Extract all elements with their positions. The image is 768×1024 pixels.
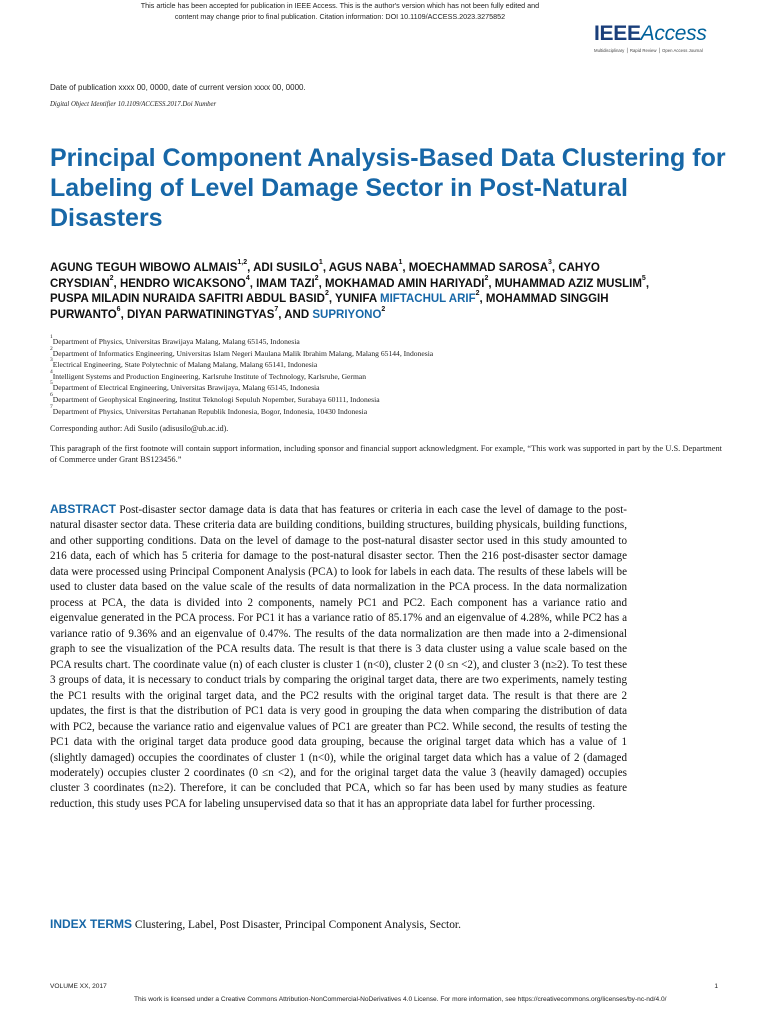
author-list: AGUNG TEGUH WIBOWO ALMAIS$^{1,2}$, ADI SUSILO$^1$, AGUS NABA$^1$, MOECHAMMAD SAROSA$^3$, CAHYO CRYSDIAN$^2$, HENDRO WICAKSONO$^4$, IMAM TAZI$^2$, MOKHAMAD AMIN HARIYADI$^2$, MUHAMMAD AZIZ MUSLIM$^5$, PUSPA MILADIN NURAIDA SAFITRI ABDUL BASID$^2$, YUNIFA MIFTACHUL ARIF$^2$, MOHAMMAD SINGGIH PURWANTO$^6$, DIYAN PARWATININGTYAS$^7$, AND SUPRIYONO$^2$ <box>50 259 650 321</box>
publication-date: Date of publication xxxx 00, 0000, date of current version xxxx 00, 0000. <box>50 83 306 92</box>
volume-footer: VOLUME XX, 2017 <box>50 983 107 990</box>
author: CAHYO CRYSDIAN$^2$ <box>50 262 600 290</box>
index-terms-text: Clustering, Label, Post Disaster, Principal Component Analysis, Sector. <box>134 919 461 931</box>
corresponding-author: Corresponding author: Adi Susilo (adisusilo@ub.ac.id). <box>50 424 229 433</box>
license-notice: This work is licensed under a Creative Commons Attribution-NonCommercial-NoDerivatives 4.0 License. For more information, see https://creativecommons.org/licenses/by-nc-nd/4.0/ <box>134 996 667 1003</box>
author: MOHAMMAD SINGGIH PURWANTO$^6$ <box>50 293 609 321</box>
publication-notice <box>80 0 600 22</box>
author: PUSPA MILADIN NURAIDA SAFITRI ABDUL BASID$^2$ <box>50 290 329 305</box>
page-number: 1 <box>714 983 718 990</box>
notice-line-2: content may change prior to final publication. Citation information: DOI 10.1109/ACCESS.2023.3275852 <box>174 12 506 21</box>
affiliation: $^2$Department of Informatics Engineering, Universitas Islam Negeri Maulana Malik Ibrahim Malang, Malang 65144, Indonesia <box>50 345 434 358</box>
funding-footnote: This paragraph of the first footnote will contain support information, including sponsor and financial support acknowledgment. For example, “This work was supported in part by the U.S. Department of Commerce under Grant BS123456.” <box>50 444 722 465</box>
author: IMAM TAZI$^2$ <box>256 274 319 290</box>
author: AND SUPRIYONO$^2$ <box>284 305 386 321</box>
author: ADI SUSILO$^1$ <box>253 259 323 274</box>
affiliation: $^4$Intelligent Systems and Production Engineering, Karlsruhe Institute of Technology, Karlsruhe, German <box>50 368 367 381</box>
author: HENDRO WICAKSONO$^4$ <box>119 274 250 290</box>
paper-title: Principal Component Analysis-Based Data Clustering for Labeling of Level Damage Sector in Post-Natural Disasters <box>50 144 726 232</box>
author: MUHAMMAD AZIZ MUSLIM$^5$ <box>494 274 646 290</box>
logo-access: Access <box>640 22 707 45</box>
notice-line-1: This article has been accepted for publication in IEEE Access. This is the author's version which has not been fully edited and <box>140 1 540 10</box>
abstract-label: ABSTRACT <box>50 502 116 516</box>
abstract-text: Post-disaster sector damage data is data that has features or criteria in each case the level of damage to the post-natural disaster sector data. These criteria data are building conditions, building structures, building physicals, building functions, and other supporting conditions. Data on the level of damage to the post-natural disaster sector used in this study amounted to 216 data, each of which has 5 criteria for damage to the post-natural disaster sector. Then the 216 post-disaster sector damage data were processed using Principal Component Analysis (PCA) to look for labels in each data. The results of these labels will be used to cluster data based on the value scale of the results of data normalization in the PCA process. In the data normalization process at PCA, the data is divided into 2 components, namely PC1 and PC2. Each component has a variance ratio and eigenvalue generated in the PCA process. For PC1 it has a variance ratio of 85.17% and an eigenvalue of 4.28%, while PC2 has a variance ratio of 9.36% and an eigenvalue of 0.47%. The results of the data normalization are then made into a 2-dimensional graph to see the visualization of the PCA results data. The result is that there is 3 data cluster using a value scale based on the PCA results chart. The coordinate value (n) of each cluster is cluster 1 (n<0), cluster 2 (0 ≤n <2), and cluster 3 (n≥2). To test these 3 groups of data, it is necessary to conduct trials by comparing the original target data, there are two experiments, namely testing the PC1 results with the original target data, and the PC2 results with the original target data. The result is that there are 2 updates, the first is that the distribution of PC1 data is very good in grouping the data when comparing the distribution of data with PC2, because the variance ratio and eigenvalue values of PC1 are greater than PC2. While second, the results of testing the PC1 data with the original target data produce good data grouping, because the original target data which has a value of 1 (slightly damaged) occupies the coordinates of cluster 1 (n<0), while the original target data which has a value of 2 (damaged moderately) occupies cluster 2 coordinates (0 ≤n <2), and for the original target data the value 3 (heavily damaged) occupies cluster 3 coordinates (n≥2). Therefore, it can be concluded that PCA, which so far has been used by many studies as feature reduction, this study uses PCA for labeling unsupervised data so that it has an appropriate data label for further processing. <box>50 504 627 810</box>
abstract <box>50 502 627 812</box>
author: MOECHAMMAD SAROSA$^3$ <box>408 259 552 274</box>
author: AGUS NABA$^1$ <box>328 259 403 274</box>
author: MOKHAMAD AMIN HARIYADI$^2$ <box>324 274 489 290</box>
affiliation: $^1$Department of Physics, Universitas Brawijaya Malang, Malang 65145, Indonesia <box>50 334 300 346</box>
affiliation: $^5$Department of Electrical Engineering, Universitas Brawijaya, Malang 65145, Indonesia <box>50 380 320 393</box>
logo-tagline: Multidisciplinary ⎪ Rapid Review ⎪ Open Access Journal <box>594 48 703 53</box>
author: AGUNG TEGUH WIBOWO ALMAIS$^{1,2}$ <box>50 259 248 274</box>
affiliation-list <box>50 336 710 417</box>
author: DIYAN PARWATININGTYAS$^7$ <box>126 305 279 321</box>
logo-wordmark <box>594 22 744 46</box>
author: YUNIFA MIFTACHUL ARIF$^2$ <box>335 290 480 305</box>
affiliation: $^3$Electrical Engineering, State Polytechnic of Malang Malang, Malang 65141, Indonesia <box>50 357 318 370</box>
index-terms <box>50 917 650 931</box>
affiliation: $^7$Department of Physics, Universitas Pertahanan Republik Indonesia, Bogor, Indonesia, 10430 Indonesia <box>50 403 368 416</box>
ieee-access-logo <box>594 22 744 54</box>
index-terms-label: INDEX TERMS <box>50 917 133 931</box>
logo-ieee: IEEE <box>594 22 641 45</box>
doi-line: Digital Object Identifier 10.1109/ACCESS.2017.Doi Number <box>50 101 217 108</box>
affiliation: $^6$Department of Geophysical Engineering, Institut Teknologi Sepuluh Nopember, Surabaya 60111, Indonesia <box>50 391 380 404</box>
